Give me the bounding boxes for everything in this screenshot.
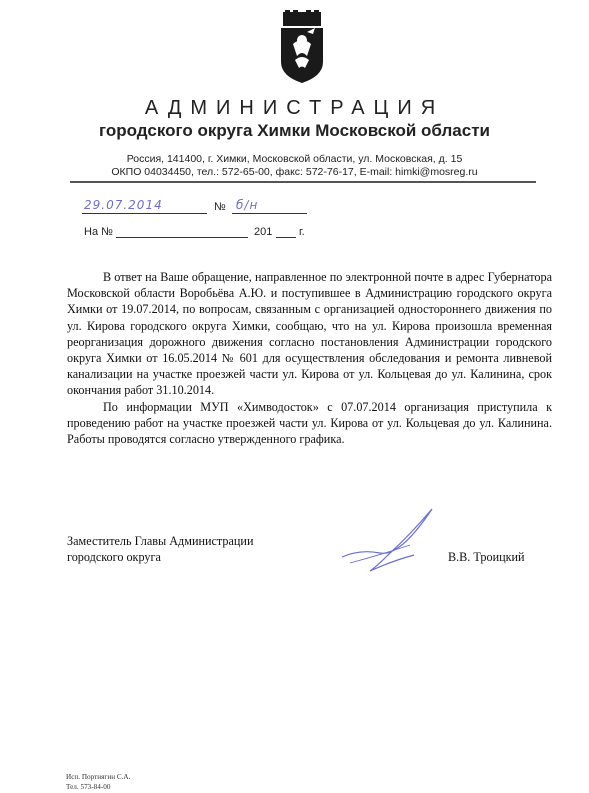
signer-position xyxy=(67,533,253,565)
handwritten-number: б/н xyxy=(236,198,259,212)
paragraph-2: По информации МУП «Химводосток» с 07.07.2014 организация приступила к проведению работ на участке проезжей части ул. Кирова от ул. Кольцевая до ул. Калинина. Работы проводятся согласно утвержденного графика. xyxy=(67,399,552,447)
reply-label: На № xyxy=(84,226,113,238)
date-field xyxy=(82,197,207,214)
reply-number-field xyxy=(116,237,248,238)
signer-name: В.В. Троицкий xyxy=(448,550,525,564)
executor-phone: Тел. 573-84-00 xyxy=(66,783,111,791)
number-label: № xyxy=(214,201,226,213)
organization-subtitle: городского округа Химки Московской области xyxy=(99,121,490,140)
signer-position-line1: Заместитель Главы Администрации xyxy=(67,534,254,548)
signer-position-line2: городского округа xyxy=(67,550,161,565)
header-divider xyxy=(70,181,536,183)
organization-title: АДМИНИСТРАЦИЯ xyxy=(144,97,445,119)
year-field xyxy=(276,237,296,238)
year-end: г. xyxy=(299,226,305,238)
handwritten-date: 29.07.2014 xyxy=(84,198,163,212)
executor-name: Исп. Портнягин С.А. xyxy=(66,773,131,781)
year-prefix: 201 xyxy=(254,226,273,238)
handwritten-signature xyxy=(340,505,440,575)
city-coat-of-arms-icon xyxy=(279,10,325,84)
paragraph-1: В ответ на Ваше обращение, направленное по электронной почте в адрес Губернатора Московской области Воробьёва А.Ю. и поступившее в Администрацию городского округа Химки от 19.07.2014, по вопросам, связанным с организацией одностороннего движения по ул. Кирова городского округа Химки, сообщаю, что на ул. Кирова произошла временная реорганизация дорожного движения согласно постановления Администрации городского округа Химки от 16.05.2014 № 601 для осуществления обследования и ремонта ливневой канализации на участке проезжей части ул. Кирова от ул. Кольцевая до ул. Калинина, срок окончания работ 31.10.2014. xyxy=(67,270,552,398)
contact-line: ОКПО 04034450, тел.: 572-65-00, факс: 572-76-17, E-mail: himki@mosreg.ru xyxy=(111,166,478,178)
number-field xyxy=(232,197,307,214)
address-line: Россия, 141400, г. Химки, Московской области, ул. Московская, д. 15 xyxy=(126,153,463,165)
letter-body xyxy=(67,269,552,447)
